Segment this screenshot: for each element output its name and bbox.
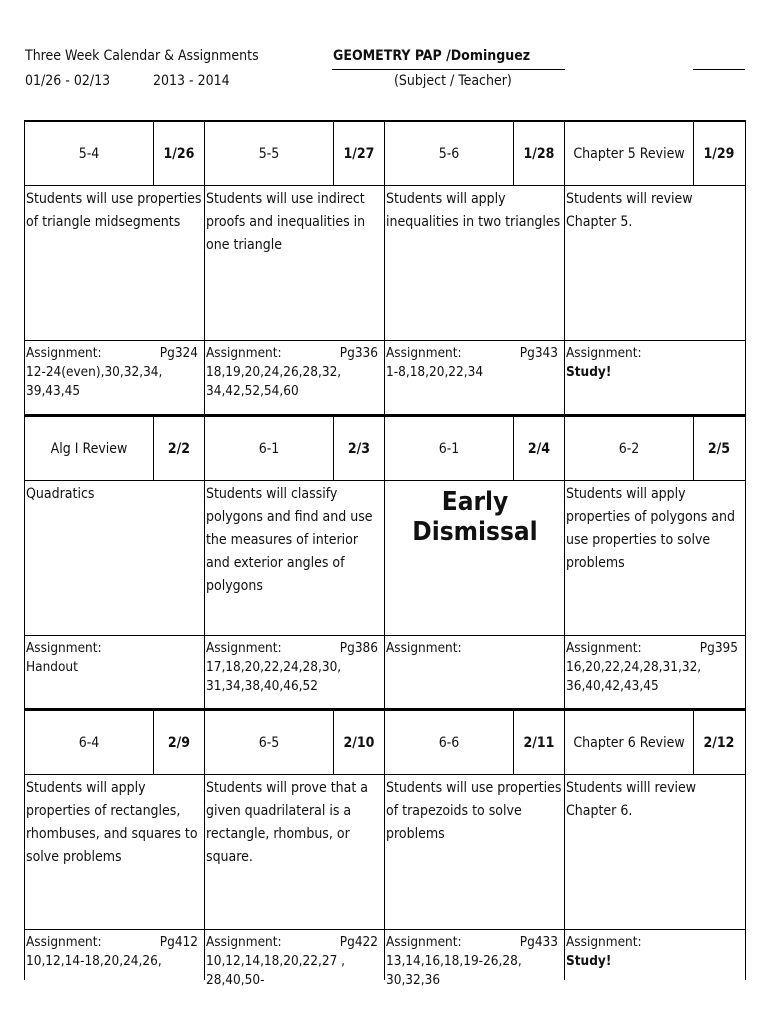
assignment-divider — [205, 340, 384, 341]
lesson-topic: 5-4 — [25, 122, 154, 185]
assignment-header — [566, 344, 744, 363]
assignment-section — [26, 933, 204, 971]
assignment-label: Assignment: — [566, 640, 642, 656]
assignment-section — [386, 933, 564, 990]
assignment-header — [26, 933, 204, 952]
day-cell — [24, 416, 205, 709]
day-header — [565, 417, 745, 481]
day-cell — [384, 710, 565, 988]
day-cell — [384, 416, 565, 709]
lesson-objective: Students will apply properties of rectangles, rhombuses, and squares to solve problems — [26, 780, 198, 865]
lesson-date: 1/27 — [343, 145, 375, 162]
assignment-divider — [565, 929, 745, 930]
assignment-label: Assignment: — [206, 345, 282, 361]
day-header — [25, 122, 205, 186]
textbook-page: Pg395 — [699, 640, 738, 656]
lesson-objective: Students will use properties of triangle midsegments — [26, 191, 202, 230]
day-header — [25, 711, 205, 775]
assignment-section — [206, 639, 384, 696]
lesson-topic: 6-6 — [385, 711, 514, 774]
textbook-page: Pg433 — [519, 934, 558, 950]
lesson-objective: Students willl review Chapter 6. — [566, 780, 697, 819]
day-header — [205, 711, 385, 775]
lesson-objective: Students will apply properties of polygons and use properties to solve problems — [566, 486, 735, 571]
lesson-date: 2/3 — [347, 440, 371, 457]
textbook-page: Pg324 — [159, 345, 198, 361]
lesson-date: 2/4 — [527, 440, 551, 457]
assignment-problems: 10,12,14,18,20,22,27 , 28,40,50- — [206, 953, 346, 988]
assignment-label: Assignment: — [386, 345, 462, 361]
assignment-header — [26, 344, 204, 363]
assignment-divider — [25, 929, 204, 930]
day-cell — [24, 121, 205, 415]
assignment-header — [566, 639, 744, 658]
day-header — [205, 417, 385, 481]
assignment-section — [386, 344, 564, 382]
assignment-header — [386, 344, 564, 363]
assignment-header — [206, 933, 384, 952]
blank-underline — [693, 69, 745, 70]
textbook-page: Pg343 — [519, 345, 558, 361]
assignment-header — [206, 639, 384, 658]
lesson-date: 2/2 — [167, 440, 191, 457]
assignment-divider — [205, 929, 384, 930]
assignment-divider — [565, 340, 745, 341]
assignment-divider — [25, 340, 204, 341]
assignment-section — [26, 344, 204, 401]
day-cell — [564, 416, 746, 709]
lesson-date: 1/29 — [703, 145, 735, 162]
assignment-problems: 1-8,18,20,22,34 — [386, 364, 484, 380]
assignment-header — [386, 639, 564, 658]
day-cell — [204, 416, 385, 709]
assignment-problems: Handout — [26, 659, 78, 675]
assignment-section — [566, 344, 744, 382]
assignment-problems: 18,19,20,24,26,28,32, 34,42,52,54,60 — [206, 364, 342, 399]
lesson-objective: Students will prove that a given quadrilateral is a rectangle, rhombus, or square. — [206, 780, 369, 865]
assignment-label: Assignment: — [26, 345, 102, 361]
lesson-date: 2/11 — [523, 734, 555, 751]
assignment-header — [26, 639, 204, 658]
day-header — [385, 417, 565, 481]
lesson-topic: 5-5 — [205, 122, 334, 185]
day-cell — [204, 710, 385, 988]
lesson-date: 1/28 — [523, 145, 555, 162]
lesson-date: 2/5 — [707, 440, 731, 457]
day-cell — [564, 710, 746, 980]
day-header — [385, 711, 565, 775]
lesson-date: 1/26 — [163, 145, 195, 162]
lesson-date: 2/9 — [167, 734, 191, 751]
lesson-objective: Students will review Chapter 5. — [566, 191, 693, 230]
assignment-header — [206, 344, 384, 363]
lesson-objective: Students will classify polygons and find and use the measures of interior and exterior angles of polygons — [206, 486, 373, 594]
assignment-problems: 12-24(even),30,32,34, 39,43,45 — [26, 364, 163, 399]
lesson-topic: 5-6 — [385, 122, 514, 185]
assignment-problems: Study! — [566, 953, 612, 969]
assignment-label: Assignment: — [206, 640, 282, 656]
assignment-section — [26, 639, 204, 677]
assignment-section — [566, 933, 744, 971]
assignment-problems: 16,20,22,24,28,31,32, 36,40,42,43,45 — [566, 659, 702, 694]
lesson-topic: 6-4 — [25, 711, 154, 774]
day-cell — [204, 121, 385, 415]
day-header — [25, 417, 205, 481]
assignment-header — [386, 933, 564, 952]
assignment-label: Assignment: — [206, 934, 282, 950]
assignment-divider — [205, 635, 384, 636]
assignment-header — [566, 933, 744, 952]
assignment-label: Assignment: — [386, 640, 462, 656]
textbook-page: Pg336 — [339, 345, 378, 361]
lesson-topic: Alg I Review — [25, 417, 154, 480]
school-year: 2013 - 2014 — [153, 73, 230, 89]
course-underline — [332, 69, 565, 70]
assignment-problems: 10,12,14-18,20,24,26, — [26, 953, 162, 969]
day-cell — [24, 710, 205, 980]
day-header — [205, 122, 385, 186]
assignment-section — [566, 639, 744, 696]
lesson-topic: 6-5 — [205, 711, 334, 774]
assignment-section — [206, 933, 384, 990]
lesson-objective: Students will apply inequalities in two triangles — [386, 191, 561, 230]
date-range: 01/26 - 02/13 — [25, 73, 111, 89]
day-header — [565, 122, 745, 186]
assignment-divider — [385, 340, 564, 341]
lesson-objective: Students will use indirect proofs and inequalities in one triangle — [206, 191, 366, 253]
assignment-label: Assignment: — [566, 345, 642, 361]
early-dismissal-notice: Early Dismissal — [412, 487, 538, 547]
calendar-grid — [24, 120, 746, 988]
textbook-page: Pg386 — [339, 640, 378, 656]
day-header — [385, 122, 565, 186]
assignment-problems: 13,14,16,18,19-26,28, 30,32,36 — [386, 953, 522, 988]
assignment-divider — [385, 929, 564, 930]
assignment-section — [386, 639, 564, 658]
lesson-date: 2/10 — [343, 734, 375, 751]
assignment-problems: Study! — [566, 364, 612, 380]
assignment-label: Assignment: — [566, 934, 642, 950]
lesson-topic: Chapter 5 Review — [565, 122, 694, 185]
lesson-date: 2/12 — [703, 734, 735, 751]
lesson-topic: 6-1 — [385, 417, 514, 480]
textbook-page: Pg412 — [159, 934, 198, 950]
assignment-label: Assignment: — [386, 934, 462, 950]
assignment-section — [206, 344, 384, 401]
assignment-divider — [385, 635, 564, 636]
calendar-title: Three Week Calendar & Assignments — [25, 48, 259, 64]
assignment-label: Assignment: — [26, 640, 102, 656]
assignment-divider — [565, 635, 745, 636]
lesson-topic: 6-2 — [565, 417, 694, 480]
day-cell — [564, 121, 746, 415]
lesson-topic: 6-1 — [205, 417, 334, 480]
assignment-problems: 17,18,20,22,24,28,30, 31,34,38,40,46,52 — [206, 659, 342, 694]
lesson-objective: Students will use properties of trapezoids to solve problems — [386, 780, 562, 842]
course-caption: (Subject / Teacher) — [394, 73, 512, 89]
assignment-label: Assignment: — [26, 934, 102, 950]
day-header — [565, 711, 745, 775]
lesson-topic: Chapter 6 Review — [565, 711, 694, 774]
lesson-objective: Quadratics — [26, 486, 95, 502]
course-title: GEOMETRY PAP /Dominguez — [333, 48, 531, 64]
day-cell — [384, 121, 565, 415]
assignment-divider — [25, 635, 204, 636]
textbook-page: Pg422 — [339, 934, 378, 950]
